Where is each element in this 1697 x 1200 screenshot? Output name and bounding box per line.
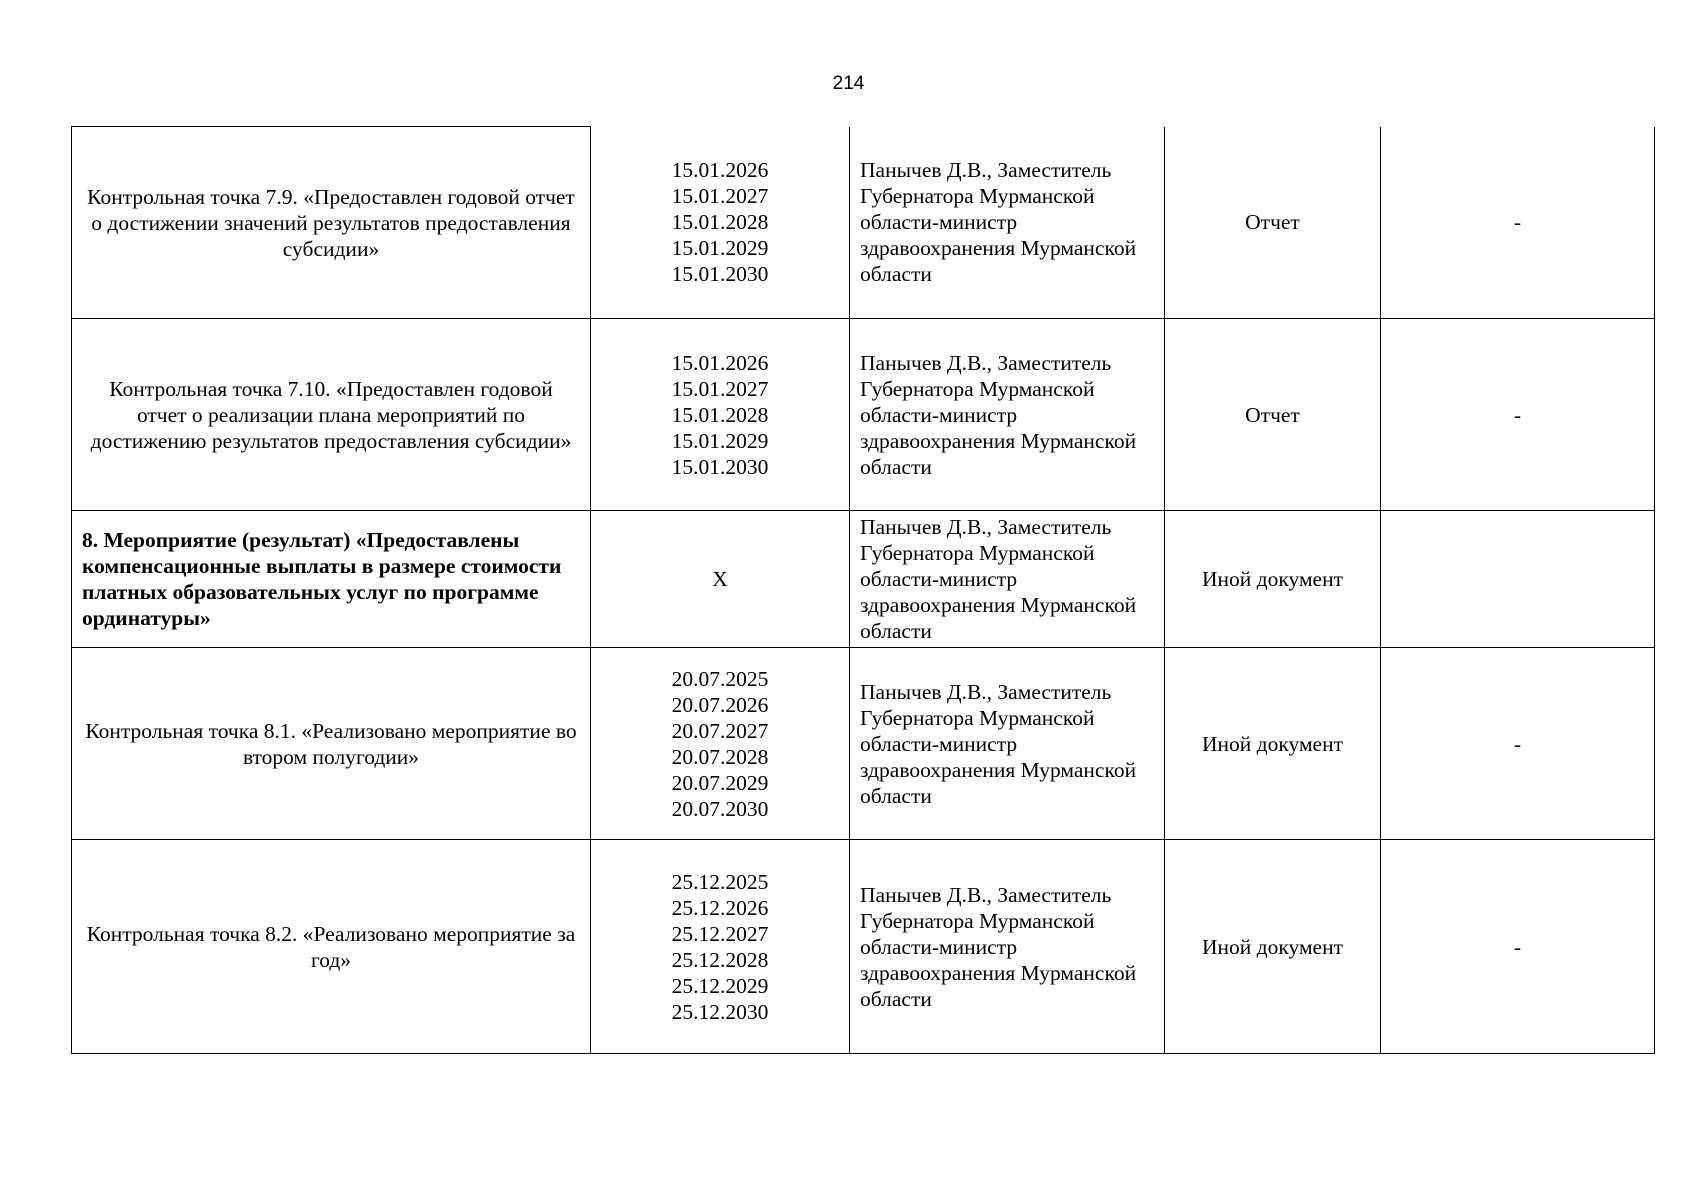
row-note-cell: - xyxy=(1381,127,1655,319)
date-value: 15.01.2026 xyxy=(671,158,769,183)
date-value: 15.01.2030 xyxy=(671,262,769,287)
date-value: X xyxy=(712,567,728,591)
table-row xyxy=(72,840,1655,1054)
date-value: 25.12.2030 xyxy=(671,999,769,1024)
row-name-cell: Контрольная точка 8.1. «Реализовано мероприятие во втором полугодии» xyxy=(72,648,591,840)
date-value: 25.12.2028 xyxy=(671,947,769,972)
control-points-table xyxy=(71,126,1655,1054)
row-dates-cell xyxy=(591,648,850,840)
date-value: 15.01.2028 xyxy=(671,210,769,235)
row-name-cell: Контрольная точка 7.9. «Предоставлен годовой отчет о достижении значений результатов предоставления субсидии» xyxy=(72,127,591,319)
date-value: 20.07.2026 xyxy=(671,692,769,717)
date-value: 20.07.2025 xyxy=(671,666,769,691)
date-value: 20.07.2027 xyxy=(671,718,769,743)
row-responsible-cell: Панычев Д.В., Заместитель Губернатора Мурманской области-министр здравоохранения Мурманской области xyxy=(850,127,1165,319)
date-value: 25.12.2026 xyxy=(671,895,769,920)
date-value: 15.01.2027 xyxy=(671,184,769,209)
page-number: 214 xyxy=(832,73,865,94)
date-value: 25.12.2029 xyxy=(671,973,769,998)
date-value: 15.01.2029 xyxy=(671,236,769,261)
row-responsible-cell: Панычев Д.В., Заместитель Губернатора Мурманской области-министр здравоохранения Мурманской области xyxy=(850,319,1165,511)
table-row xyxy=(72,319,1655,511)
row-document-cell: Отчет xyxy=(1165,319,1381,511)
row-note-cell xyxy=(1381,511,1655,648)
table-row xyxy=(72,648,1655,840)
row-dates-cell xyxy=(591,319,850,511)
date-value: 15.01.2030 xyxy=(671,454,769,479)
date-value: 20.07.2028 xyxy=(671,744,769,769)
row-document-cell: Иной документ xyxy=(1165,511,1381,648)
row-dates-cell xyxy=(591,840,850,1054)
date-value: 20.07.2030 xyxy=(671,796,769,821)
row-responsible-cell: Панычев Д.В., Заместитель Губернатора Мурманской области-министр здравоохранения Мурманской области xyxy=(850,511,1165,648)
date-value: 15.01.2027 xyxy=(671,376,769,401)
date-value: 25.12.2025 xyxy=(671,869,769,894)
date-value: 15.01.2028 xyxy=(671,402,769,427)
row-responsible-cell: Панычев Д.В., Заместитель Губернатора Мурманской области-министр здравоохранения Мурманской области xyxy=(850,840,1165,1054)
row-name-cell: Контрольная точка 7.10. «Предоставлен годовой отчет о реализации плана мероприятий по достижению результатов предоставления субсидии» xyxy=(72,319,591,511)
date-value: 15.01.2026 xyxy=(671,350,769,375)
row-note-cell: - xyxy=(1381,648,1655,840)
row-document-cell: Иной документ xyxy=(1165,648,1381,840)
date-value: 15.01.2029 xyxy=(671,428,769,453)
row-responsible-cell: Панычев Д.В., Заместитель Губернатора Мурманской области-министр здравоохранения Мурманской области xyxy=(850,648,1165,840)
row-dates-cell xyxy=(591,511,850,648)
table-row xyxy=(72,511,1655,648)
row-document-cell: Иной документ xyxy=(1165,840,1381,1054)
row-dates-cell xyxy=(591,127,850,319)
table-row xyxy=(72,127,1655,319)
row-note-cell: - xyxy=(1381,840,1655,1054)
row-note-cell: - xyxy=(1381,319,1655,511)
activity-name-cell: 8. Мероприятие (результат) «Предоставлены компенсационные выплаты в размере стоимости платных образовательных услуг по программе ординатуры» xyxy=(72,511,591,648)
row-name-cell: Контрольная точка 8.2. «Реализовано мероприятие за год» xyxy=(72,840,591,1054)
row-document-cell: Отчет xyxy=(1165,127,1381,319)
date-value: 20.07.2029 xyxy=(671,770,769,795)
date-value: 25.12.2027 xyxy=(671,921,769,946)
